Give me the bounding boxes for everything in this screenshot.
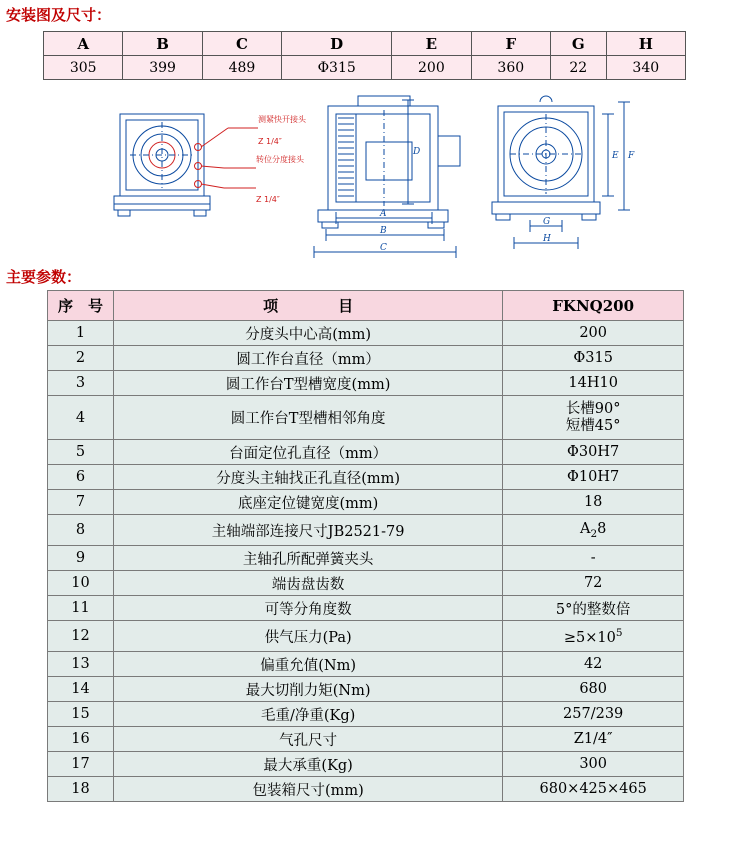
dimension-header-cell: B [123, 32, 202, 56]
dimension-value-cell: 399 [123, 56, 202, 80]
parameter-index-cell: 12 [48, 621, 114, 652]
parameter-index-cell: 14 [48, 677, 114, 702]
table-row [48, 515, 684, 546]
parameter-item-cell: 最大承重(Kg) [113, 752, 502, 777]
parameters-header-model: FKNQ200 [503, 291, 684, 321]
parameter-value-cell: 长槽90° 短槽45° [503, 396, 684, 440]
parameter-item-cell: 圆工作台T型槽相邻角度 [113, 396, 502, 440]
table-row [48, 621, 684, 652]
parameter-index-cell: 8 [48, 515, 114, 546]
page-title-parameters: 主要参数： [6, 268, 82, 286]
table-row [48, 571, 684, 596]
drawing-left-view [114, 114, 210, 216]
parameter-index-cell: 16 [48, 727, 114, 752]
parameter-index-cell: 15 [48, 702, 114, 727]
parameter-item-cell: 台面定位孔直径（mm） [113, 440, 502, 465]
parameter-index-cell: 5 [48, 440, 114, 465]
parameter-item-cell: 分度头中心高(mm) [113, 321, 502, 346]
table-row [48, 396, 684, 440]
parameter-item-cell: 包装箱尺寸(mm) [113, 777, 502, 802]
table-row [48, 677, 684, 702]
parameter-value-cell: Φ30H7 [503, 440, 684, 465]
drawing-dim-e: E [612, 151, 619, 161]
table-row [48, 440, 684, 465]
table-row [48, 596, 684, 621]
parameter-index-cell: 7 [48, 490, 114, 515]
parameter-value-cell: $A_28$ [503, 515, 684, 546]
parameter-value-cell: 18 [503, 490, 684, 515]
parameter-item-cell: 圆工作台T型槽宽度(mm) [113, 371, 502, 396]
drawing-dim-a: A [380, 209, 387, 219]
parameter-item-cell: 可等分角度数 [113, 596, 502, 621]
parameter-value-cell: 5°的整数倍 [503, 596, 684, 621]
drawing-label-thread-2: Z 1/4″ [256, 195, 280, 204]
parameter-value-cell: 300 [503, 752, 684, 777]
drawing-dim-g: G [543, 217, 551, 227]
parameters-table-body [48, 321, 684, 802]
drawing-label-top: 测紧快开接头 [258, 115, 306, 124]
table-row [48, 465, 684, 490]
dimension-value-cell: 340 [606, 56, 685, 80]
parameter-item-cell: 圆工作台直径（mm） [113, 346, 502, 371]
drawing-dim-b: B [380, 226, 387, 236]
parameter-index-cell: 6 [48, 465, 114, 490]
drawing-dim-lines-right [514, 102, 630, 249]
parameter-item-cell: 主轴孔所配弹簧夹头 [113, 546, 502, 571]
dimension-header-cell: C [202, 32, 281, 56]
technical-drawing [100, 92, 640, 272]
dimension-value-cell: 489 [202, 56, 281, 80]
page-title-installation: 安装图及尺寸： [6, 6, 112, 24]
table-row [48, 546, 684, 571]
parameter-index-cell: 4 [48, 396, 114, 440]
dimension-value-cell: 305 [44, 56, 123, 80]
parameter-value-cell: 680 [503, 677, 684, 702]
drawing-center-view [318, 96, 460, 228]
parameter-value-cell: - [503, 546, 684, 571]
parameter-index-cell: 10 [48, 571, 114, 596]
dimension-table-value-row [44, 56, 686, 80]
dimension-header-cell: A [44, 32, 123, 56]
parameter-item-cell: 气孔尺寸 [113, 727, 502, 752]
table-row [48, 321, 684, 346]
drawing-label-thread-1: Z 1/4″ [258, 137, 282, 146]
drawing-dim-d: D [413, 147, 421, 157]
table-row [48, 371, 684, 396]
parameter-index-cell: 18 [48, 777, 114, 802]
table-row [48, 652, 684, 677]
parameter-value-cell: 257/239 [503, 702, 684, 727]
parameter-item-cell: 供气压力(Pa) [113, 621, 502, 652]
dimension-value-cell: 22 [550, 56, 606, 80]
drawing-right-view [492, 96, 600, 220]
dimension-value-cell: 200 [392, 56, 471, 80]
parameter-value-cell: 14H10 [503, 371, 684, 396]
parameter-item-cell: 偏重允值(Nm) [113, 652, 502, 677]
dimension-header-cell: G [550, 32, 606, 56]
dimension-header-cell: D [282, 32, 392, 56]
parameter-value-cell: 680×425×465 [503, 777, 684, 802]
parameter-value-cell: $\ge 5\times 10^5$ [503, 621, 684, 652]
parameter-value-cell: 200 [503, 321, 684, 346]
parameter-item-cell: 分度头主轴找正孔直径(mm) [113, 465, 502, 490]
parameters-header-index: 序 号 [48, 291, 114, 321]
table-row [48, 752, 684, 777]
dimension-header-cell: E [392, 32, 471, 56]
table-row [48, 346, 684, 371]
dimension-table-header-row [44, 32, 686, 56]
parameter-value-cell: Φ315 [503, 346, 684, 371]
parameter-index-cell: 13 [48, 652, 114, 677]
dimension-header-cell: H [606, 32, 685, 56]
parameter-index-cell: 1 [48, 321, 114, 346]
parameter-item-cell: 端齿盘齿数 [113, 571, 502, 596]
table-row [48, 727, 684, 752]
parameter-index-cell: 2 [48, 346, 114, 371]
parameter-index-cell: 17 [48, 752, 114, 777]
drawing-label-mid: 转位分度接头 [256, 155, 304, 164]
dimension-table [43, 31, 686, 80]
parameter-index-cell: 11 [48, 596, 114, 621]
parameter-item-cell: 最大切削力矩(Nm) [113, 677, 502, 702]
drawing-dim-h: H [543, 234, 551, 244]
parameter-item-cell: 底座定位键宽度(mm) [113, 490, 502, 515]
drawing-dim-f: F [628, 151, 635, 161]
parameter-value-cell: Φ10H7 [503, 465, 684, 490]
parameter-value-cell: 72 [503, 571, 684, 596]
dimension-value-cell: 360 [471, 56, 550, 80]
parameter-index-cell: 3 [48, 371, 114, 396]
parameters-header-row [48, 291, 684, 321]
parameters-header-item: 项 目 [113, 291, 502, 321]
dimension-header-cell: F [471, 32, 550, 56]
parameter-item-cell: 主轴端部连接尺寸JB2521-79 [113, 515, 502, 546]
parameter-value-cell: Z1/4″ [503, 727, 684, 752]
parameter-item-cell: 毛重/净重(Kg) [113, 702, 502, 727]
parameter-value-cell: 42 [503, 652, 684, 677]
table-row [48, 702, 684, 727]
dimension-value-cell: Φ315 [282, 56, 392, 80]
parameters-table [47, 290, 684, 802]
parameter-index-cell: 9 [48, 546, 114, 571]
drawing-dim-c: C [380, 243, 387, 253]
table-row [48, 777, 684, 802]
table-row [48, 490, 684, 515]
